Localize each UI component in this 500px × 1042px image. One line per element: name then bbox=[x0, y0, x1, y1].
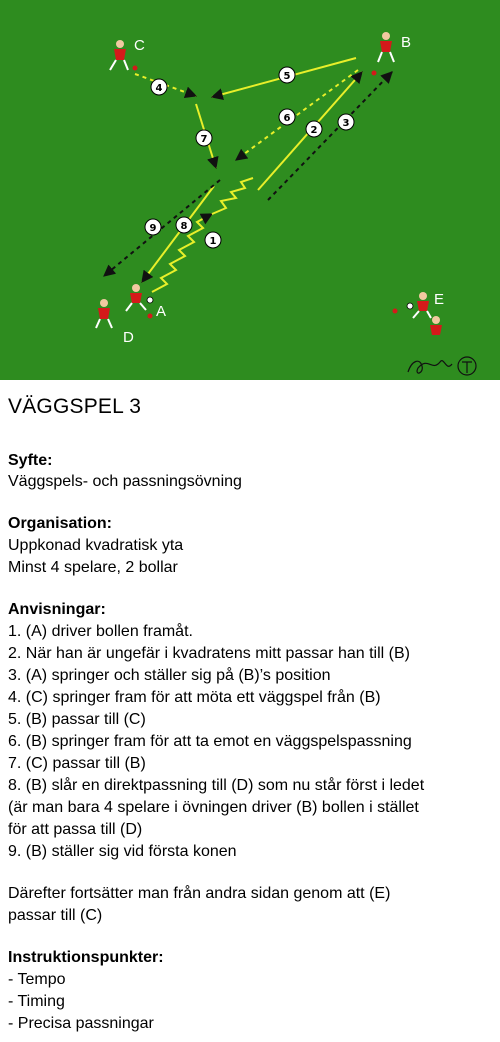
svg-text:9: 9 bbox=[149, 223, 157, 234]
instruction-line: 8. (B) slår en direktpassning till (D) som nu står först i ledet bbox=[8, 777, 425, 794]
svg-text:4: 4 bbox=[155, 83, 163, 94]
continuation-line: Därefter fortsätter man från andra sidan genom att (E) bbox=[8, 885, 391, 902]
coaching-points-heading: Instruktionspunkter: bbox=[8, 949, 164, 966]
step-marker-5 bbox=[279, 67, 295, 83]
instruction-line: för att passa till (D) bbox=[8, 821, 143, 838]
player-label-a: A bbox=[156, 303, 167, 320]
player-label-d: D bbox=[123, 329, 134, 346]
svg-text:5: 5 bbox=[283, 71, 291, 82]
instruction-line: (är man bara 4 spelare i övningen driver (B) bollen i stället bbox=[8, 799, 419, 816]
instruction-line: 5. (B) passar till (C) bbox=[8, 711, 146, 728]
instruction-line: 9. (B) ställer sig vid första konen bbox=[8, 843, 237, 860]
instruction-line: 4. (C) springer fram för att möta ett väggspel från (B) bbox=[8, 689, 381, 706]
continuation-line: passar till (C) bbox=[8, 907, 103, 924]
instruction-line: 2. När han är ungefär i kvadratens mitt passar han till (B) bbox=[8, 645, 410, 662]
svg-text:3: 3 bbox=[342, 118, 350, 129]
svg-text:8: 8 bbox=[180, 221, 188, 232]
coaching-point: - Timing bbox=[8, 993, 65, 1010]
coaching-point: - Precisa passningar bbox=[8, 1015, 154, 1032]
instruction-line: 6. (B) springer fram för att ta emot en väggspelspassning bbox=[8, 733, 412, 750]
svg-text:6: 6 bbox=[283, 113, 291, 124]
instruction-line: 3. (A) springer och ställer sig på (B)’s position bbox=[8, 667, 331, 684]
organisation-line: Minst 4 spelare, 2 bollar bbox=[8, 559, 178, 576]
svg-text:2: 2 bbox=[310, 125, 318, 136]
step-marker-3 bbox=[338, 114, 354, 130]
instructions-heading: Anvisningar: bbox=[8, 601, 106, 618]
step-marker-8 bbox=[176, 217, 192, 233]
step-marker-9 bbox=[145, 219, 161, 235]
player-label-e: E bbox=[434, 291, 445, 308]
svg-text:7: 7 bbox=[200, 134, 208, 145]
step-marker-4 bbox=[151, 79, 167, 95]
purpose-text: Väggspels- och passningsövning bbox=[8, 473, 242, 490]
coaching-point: - Tempo bbox=[8, 971, 66, 988]
step-marker-7 bbox=[196, 130, 212, 146]
page-title: VÄGGSPEL 3 bbox=[8, 395, 142, 418]
instruction-line: 7. (C) passar till (B) bbox=[8, 755, 146, 772]
organisation-heading: Organisation: bbox=[8, 515, 113, 532]
svg-text:1: 1 bbox=[209, 236, 217, 247]
purpose-heading: Syfte: bbox=[8, 452, 53, 469]
step-marker-1 bbox=[205, 232, 221, 248]
step-marker-2 bbox=[306, 121, 322, 137]
instruction-line: 1. (A) driver bollen framåt. bbox=[8, 623, 193, 640]
drill-diagram bbox=[0, 0, 500, 380]
player-label-b: B bbox=[401, 34, 412, 51]
organisation-line: Uppkonad kvadratisk yta bbox=[8, 537, 184, 554]
player-label-c: C bbox=[134, 37, 145, 54]
step-marker-6 bbox=[279, 109, 295, 125]
pitch bbox=[0, 0, 500, 380]
